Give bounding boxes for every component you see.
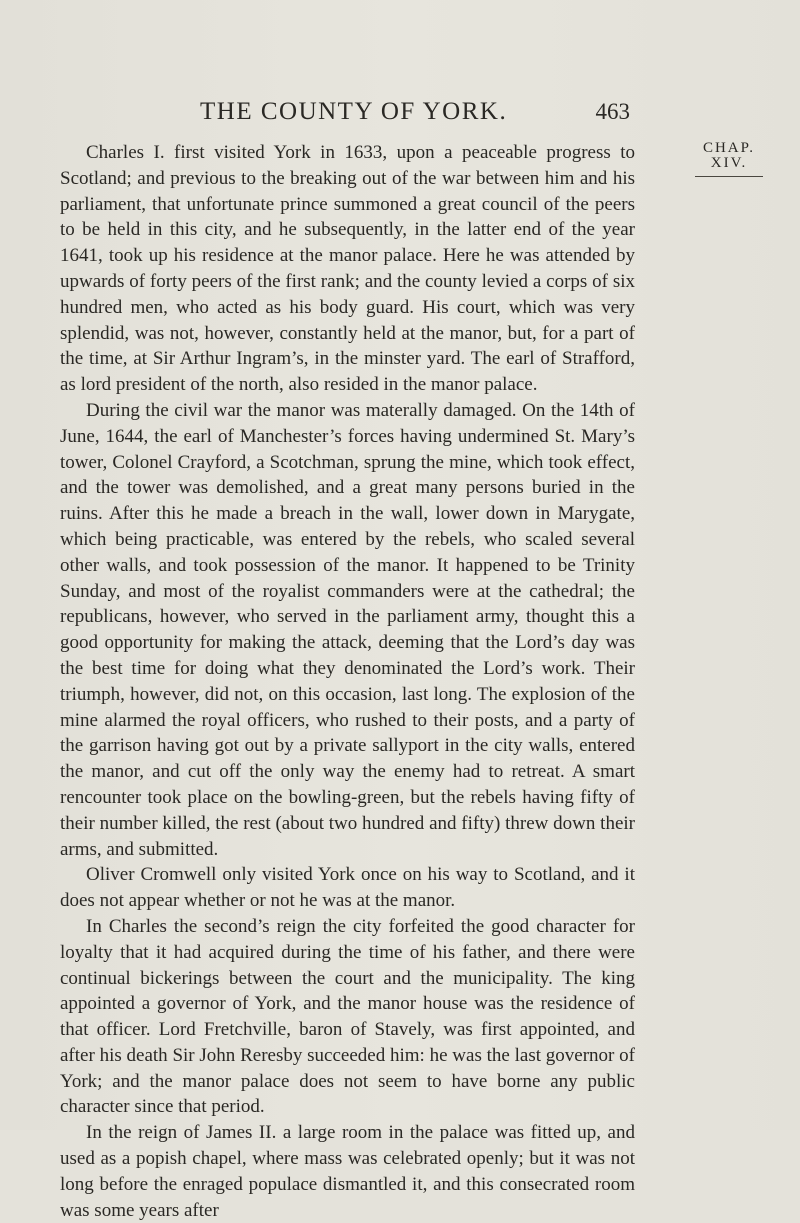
page-number: 463 xyxy=(595,99,630,124)
chapter-rule xyxy=(695,176,763,177)
chapter-number: XIV. xyxy=(710,155,748,171)
paragraph: In Charles the second’s reign the city forfeited the good character for loyalty that it had acquired during the time of his father, and there were continual bickerings between the court and the municipality. The king appointed a governor of York, and the manor house was the residence of that officer. Lord Fretchville, baron of Stavely, was first appointed, and after his death Sir John Reresby succeeded him: he was the last governor of York; and the manor palace does not seem to have borne any public character since that period. xyxy=(60,915,635,1118)
paragraph: In the reign of James II. a large room in the palace was fitted up, and used as a popish chapel, where mass was celebrated openly; but it was not long before the enraged populace dismantled it, and this consecrated room was some years after xyxy=(60,1122,635,1221)
paragraph: Charles I. first visited York in 1633, upon a peaceable progress to Scotland; and previous to the breaking out of the war between him and his parliament, that unfortunate prince summoned a great council of the peers to be held in this city, and he subsequently, in the latter end of the year 1641, took up his residence at the manor palace. Here he was attended by upwards of forty peers of the first rank; and the county levied a corps of six hundred men, who acted as his body guard. His court, which was very splendid, was not, however, constantly held at the manor, but, for a part of the time, at Sir Arthur Ingram’s, in the minster yard. The earl of Strafford, as lord president of the north, also resided in the manor palace. xyxy=(60,142,635,396)
body-text xyxy=(60,140,635,1223)
paragraph: Oliver Cromwell only visited York once on his way to Scotland, and it does not appear whether or not he was at the manor. xyxy=(60,864,635,912)
running-title: THE COUNTY OF YORK. xyxy=(200,98,508,125)
running-head xyxy=(200,98,630,128)
paragraph: During the civil war the manor was materally damaged. On the 14th of June, 1644, the earl of Manchester’s forces having undermined St. Mary’s tower, Colonel Crayford, a Scotchman, sprung the mine, which took effect, and the tower was demolished, and a great many persons buried in the ruins. After this he made a breach in the wall, lower down in Marygate, which being practicable, was entered by the rebels, who scaled several other walls, and took possession of the manor. It happened to be Trinity Sunday, and most of the royalist commanders were at the cathedral; the republicans, however, who served in the parliament army, thought this a good opportunity for making the attack, deeming that the Lord’s day was the best time for doing what they denominated the Lord’s work. Their triumph, however, did not, on this occasion, last long. The explosion of the mine alarmed the royal officers, who rushed to their posts, and a party of the garrison having got out by a private sallyport in the city walls, entered the manor, and cut off the only way the enemy had to retreat. A smart rencounter took place on the bowling-green, but the rebels having fifty of their number killed, the rest (about two hundred and fifty) threw down their arms, and submitted. xyxy=(60,399,635,860)
chapter-margin-note xyxy=(664,141,794,177)
chapter-label: CHAP. xyxy=(702,140,756,156)
